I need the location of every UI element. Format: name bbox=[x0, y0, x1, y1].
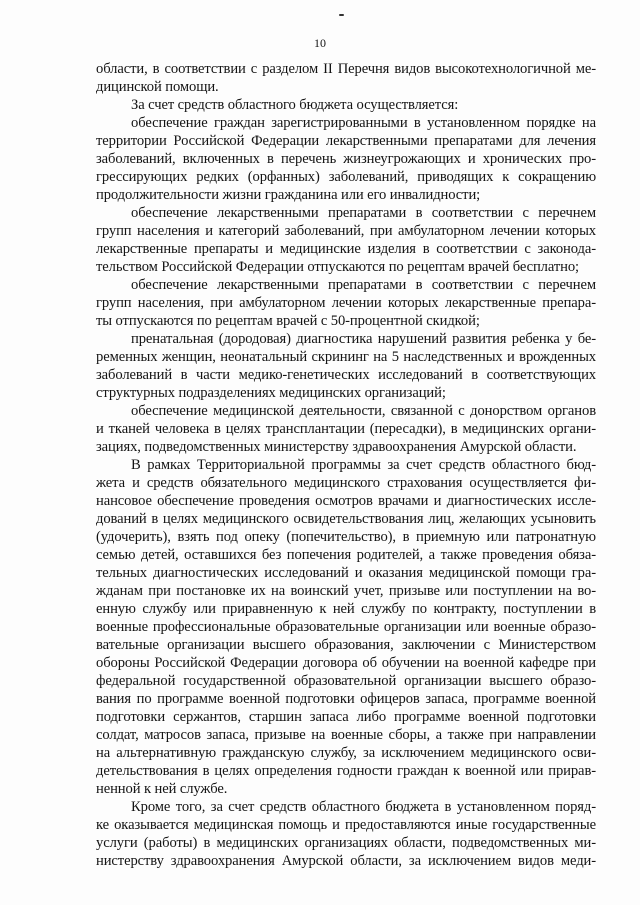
text-line: заболеваний, включенных в перечень жизнеугрожающих и хронических про- bbox=[96, 151, 596, 167]
text-line: обеспечение граждан зарегистрированными в установленном порядке на bbox=[131, 115, 596, 131]
text-line: дований в целях медицинского освидетельствования лиц, желающих усыновить bbox=[96, 511, 596, 527]
text-line: продолжительности жизни гражданина или его инвалидности; bbox=[96, 187, 481, 203]
paragraph bbox=[96, 60, 596, 96]
text-line: тельных диагностических исследований и оказания медицинской помощи гра- bbox=[96, 565, 596, 581]
text-line: структурных подразделениях медицинских организаций; bbox=[96, 385, 446, 401]
text-line: зациях, подведомственных министерству здравоохранения Амурской области. bbox=[96, 439, 577, 455]
paragraph bbox=[96, 798, 596, 870]
text-line: жета и средств обязательного медицинского страхования осуществляется фи- bbox=[96, 475, 596, 491]
paragraph bbox=[96, 276, 596, 330]
page-number: 10 bbox=[314, 36, 326, 50]
text-line: вательные организации высшего образования, заключении с Министерством bbox=[96, 637, 596, 653]
text-line: семью детей, оставшихся без попечения родителей, а также проведения обяза- bbox=[96, 547, 596, 563]
text-line: За счет средств областного бюджета осуществляется: bbox=[131, 97, 459, 113]
text-line: ты отпускаются по рецептам врачей с 50-процентной скидкой; bbox=[96, 313, 480, 329]
text-line: групп населения, при амбулаторном лечении которых лекарственные препара- bbox=[96, 295, 596, 311]
text-line: вания по программе военной подготовки офицеров запаса, программе военной bbox=[96, 691, 596, 707]
paragraph bbox=[96, 204, 596, 276]
text-line: военные профессиональные образовательные организации или военные образо- bbox=[96, 619, 596, 635]
text-line: ременных женщин, неонатальный скрининг на 5 наследственных и врожденных bbox=[96, 349, 596, 365]
paragraph bbox=[96, 402, 596, 456]
text-line: нансовое обеспечение проведения осмотров врачами и диагностических иссле- bbox=[96, 493, 596, 509]
text-line: заболеваний в части медико-генетических исследований в соответствующих bbox=[96, 367, 596, 383]
text-line: услуги (работы) в медицинских организациях области, подведомственных ми- bbox=[96, 835, 596, 851]
text-line: ненной к ней службе. bbox=[96, 781, 228, 797]
text-line: В рамках Территориальной программы за счет средств областного бюд- bbox=[131, 457, 596, 473]
text-line: солдат, матросов запаса, призыве на военные сборы, а также при направлении bbox=[96, 727, 596, 743]
paragraph bbox=[96, 114, 596, 204]
text-line: дицинской помощи. bbox=[96, 79, 219, 95]
text-line: территории Российской Федерации лекарственными препаратами для лечения bbox=[96, 133, 596, 149]
text-line: нистерству здравоохранения Амурской области, за исключением видов меди- bbox=[96, 853, 596, 869]
text-line: области, в соответствии с разделом II Перечня видов высокотехнологичной ме- bbox=[96, 61, 596, 77]
text-line: лекарственные препараты и медицинские изделия в соответствии с законода- bbox=[96, 241, 596, 257]
paragraph bbox=[96, 96, 596, 114]
text-line: енную службу или приравненную к ней службу по контракту, поступлении в bbox=[96, 601, 596, 617]
text-line: пренатальная (дородовая) диагностика нарушений развития ребенка у бе- bbox=[131, 331, 596, 347]
text-line: Кроме того, за счет средств областного бюджета в установленном поряд- bbox=[131, 799, 596, 815]
text-line: ке оказывается медицинская помощь и предоставляются иные государственные bbox=[96, 817, 596, 833]
text-line: обеспечение лекарственными препаратами в соответствии с перечнем bbox=[131, 205, 596, 221]
text-line: (удочерить), взять под опеку (попечительство), в приемную или патронатную bbox=[96, 529, 596, 545]
scan-mark bbox=[339, 14, 344, 16]
text-line: федеральной государственной образовательной организации высшего образо- bbox=[96, 673, 596, 689]
text-line: жданам при постановке их на воинский учет, призыве или поступлении на во- bbox=[96, 583, 596, 599]
text-line: и тканей человека в целях трансплантации (пересадки), в медицинских органи- bbox=[96, 421, 596, 437]
text-line: детельствования в целях определения годности граждан к военной или прирав- bbox=[96, 763, 596, 779]
paragraph bbox=[96, 330, 596, 402]
document-body bbox=[96, 60, 596, 870]
text-line: подготовки сержантов, старшин запаса либо программе военной подготовки bbox=[96, 709, 596, 725]
text-line: на альтернативную гражданскую службу, за исключением медицинского осви- bbox=[96, 745, 596, 761]
text-line: обеспечение медицинской деятельности, связанной с донорством органов bbox=[131, 403, 596, 419]
paragraph bbox=[96, 456, 596, 798]
text-line: обеспечение лекарственными препаратами в соответствии с перечнем bbox=[131, 277, 596, 293]
text-line: тельством Российской Федерации отпускаются по рецептам врачей бесплатно; bbox=[96, 259, 579, 275]
text-line: обороны Российской Федерации договора об обучении на военной кафедре при bbox=[96, 655, 596, 671]
text-line: групп населения и категорий заболеваний, при амбулаторном лечении которых bbox=[96, 223, 596, 239]
text-line: грессирующих редких (орфанных) заболеваний, приводящих к сокращению bbox=[96, 169, 596, 185]
